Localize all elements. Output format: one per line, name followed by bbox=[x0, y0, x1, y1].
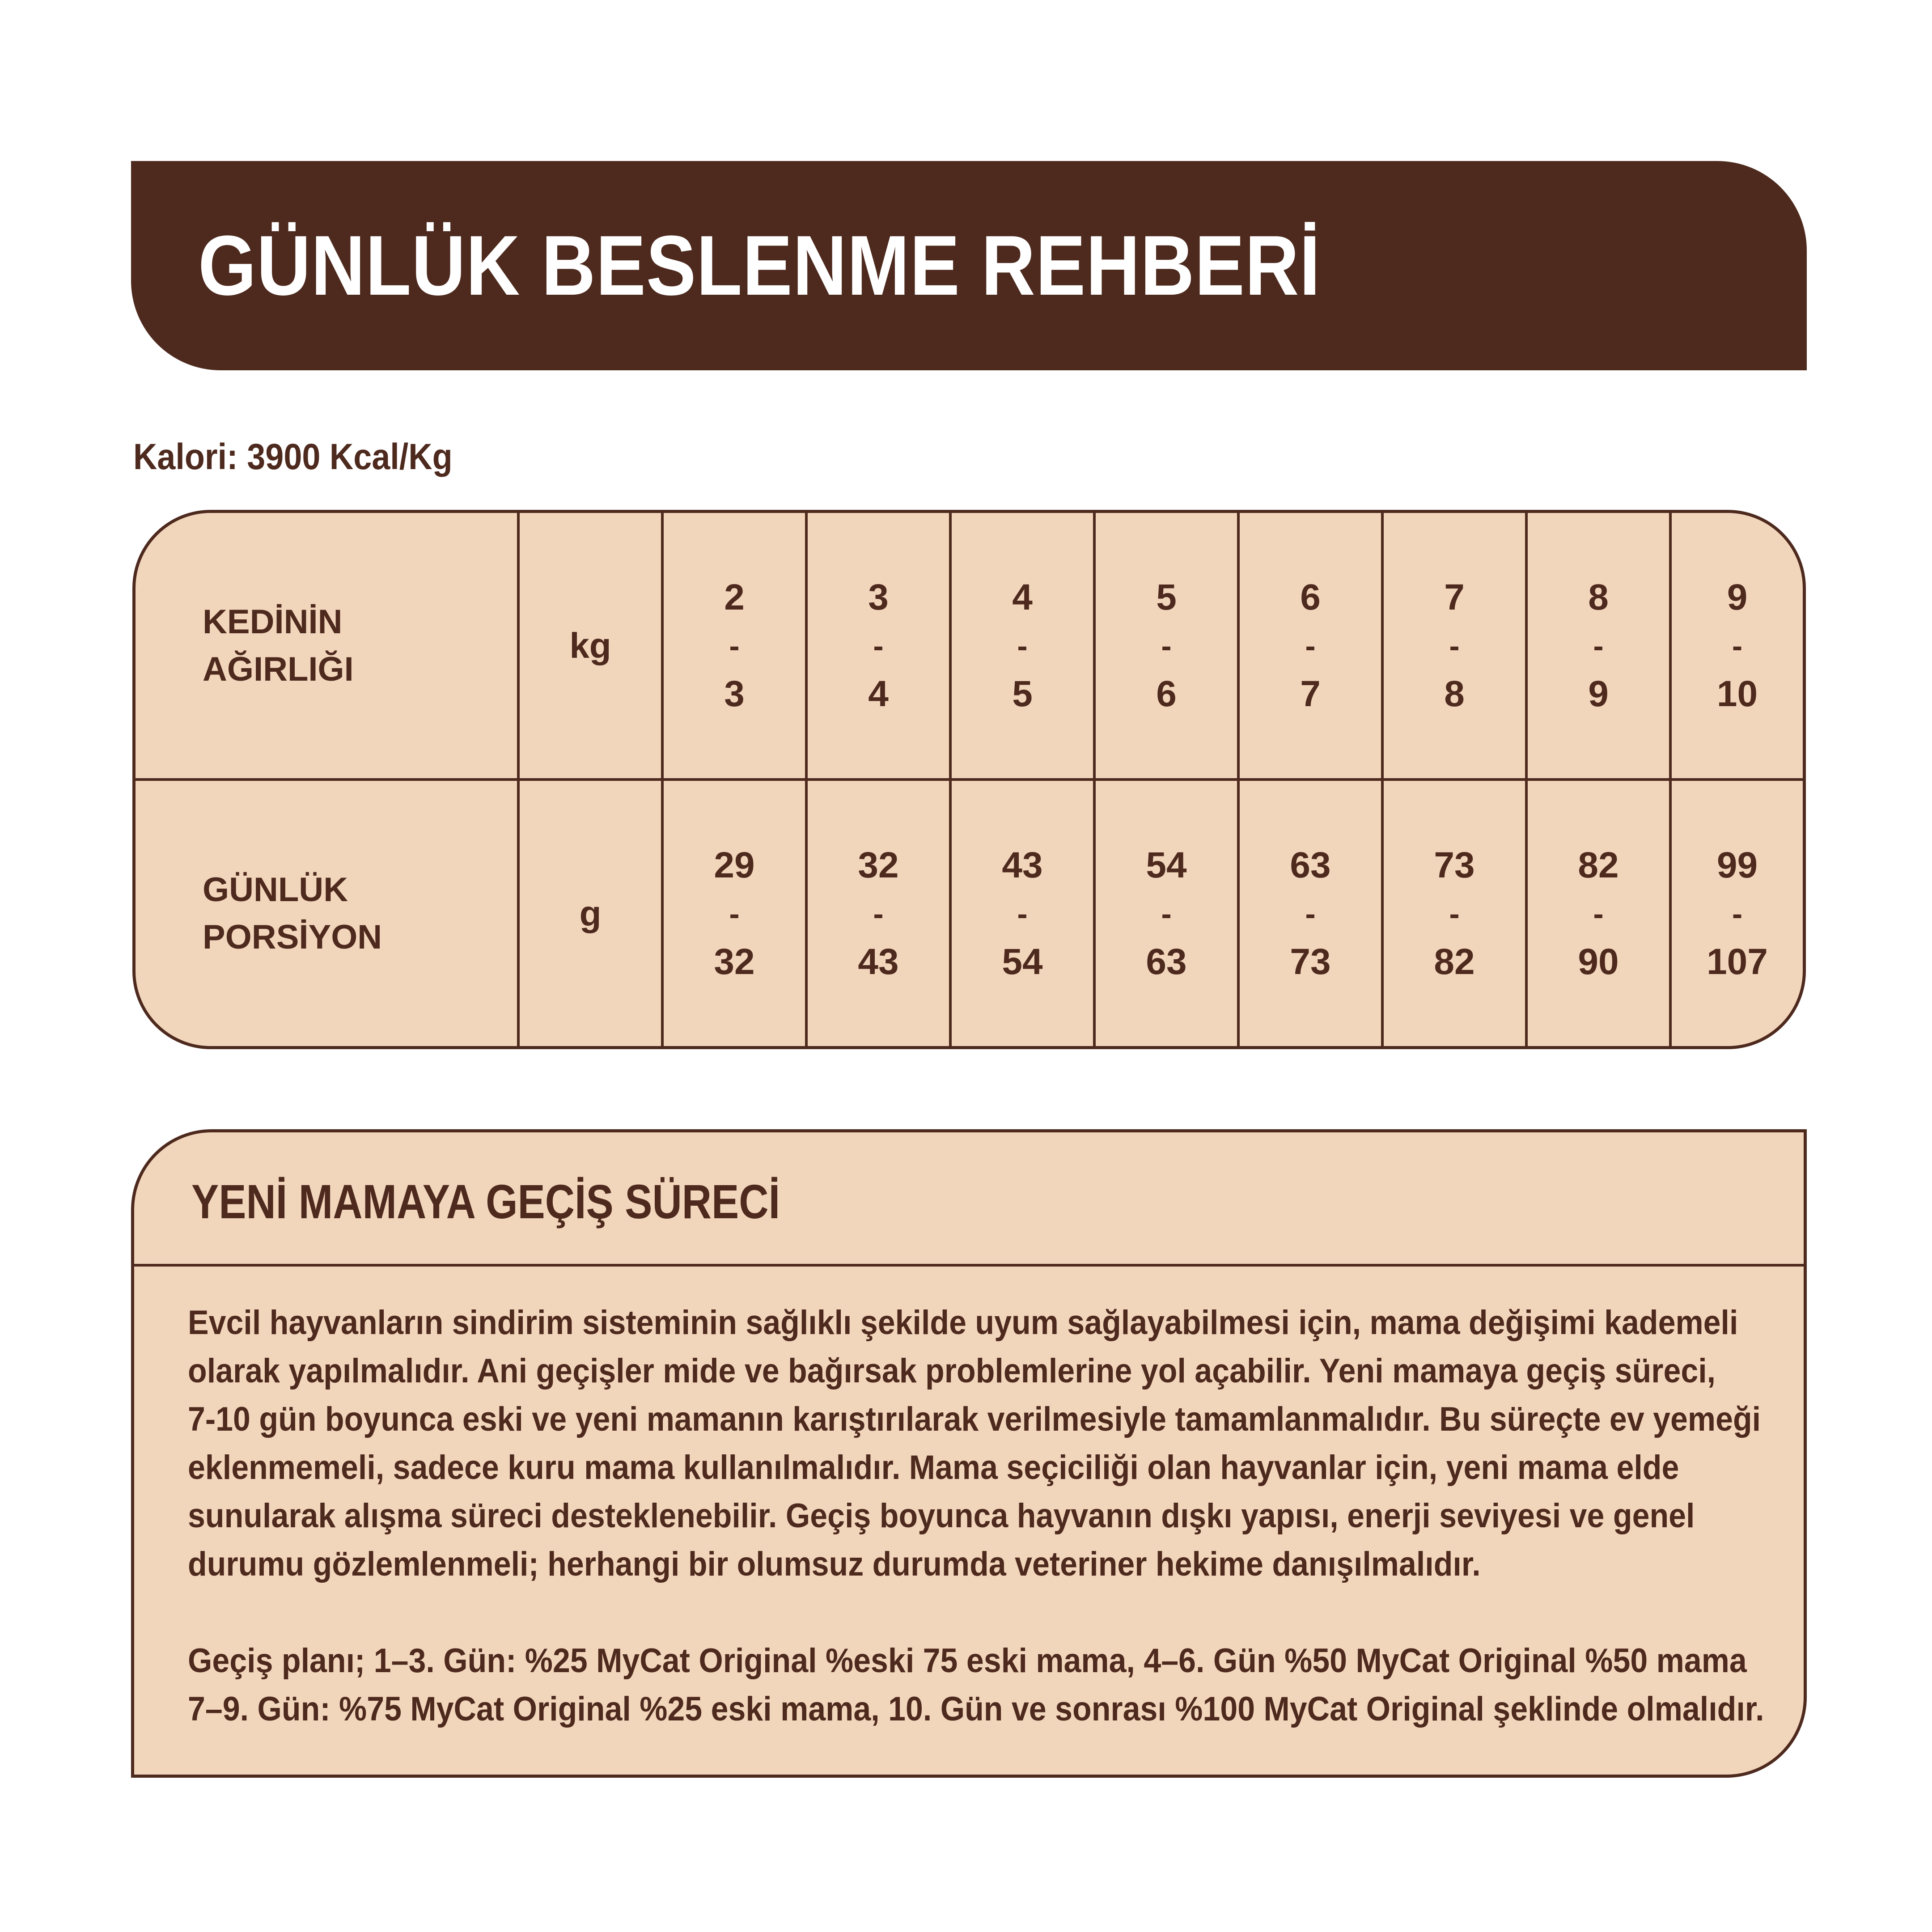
weight-range-cell: 2 - 3 bbox=[662, 513, 806, 780]
portion-label-line1: GÜNLÜK bbox=[203, 870, 348, 909]
weight-range-cell: 8 - 9 bbox=[1526, 513, 1670, 780]
feeding-table bbox=[132, 510, 1806, 1049]
transition-section bbox=[131, 1129, 1807, 1778]
portion-unit: g bbox=[518, 780, 662, 1046]
portion-range-cell: 73 - 82 bbox=[1382, 780, 1526, 1046]
portion-range-cell: 43 - 54 bbox=[950, 780, 1094, 1046]
weight-row bbox=[136, 513, 1803, 780]
weight-range-cell: 9 - 10 bbox=[1670, 513, 1803, 780]
transition-plan bbox=[188, 1637, 1771, 1733]
body-line: durumu gözlemlenmeli; herhangi bir olumsuz durumda veteriner hekime danışılmalıdır. bbox=[188, 1545, 1481, 1583]
weight-range-cell: 5 - 6 bbox=[1094, 513, 1238, 780]
portion-row bbox=[136, 780, 1803, 1046]
portion-range-cell: 99 - 107 bbox=[1707, 844, 1768, 982]
body-line: 7-10 gün boyunca eski ve yeni mamanın karıştırılarak verilmesiyle tamamlanmalıdır. Bu süreçte ev yemeği bbox=[188, 1400, 1761, 1438]
body-line: sunularak alışma süreci desteklenebilir. Geçiş boyunca hayvanın dışkı yapısı, enerji seviyesi ve genel bbox=[188, 1497, 1695, 1535]
weight-range-cell: 3 - 4 bbox=[806, 513, 950, 780]
transition-title: YENİ MAMAYA GEÇİŞ SÜRECİ bbox=[191, 1174, 780, 1229]
portion-range-cell: 63 - 73 bbox=[1238, 780, 1382, 1046]
transition-header bbox=[134, 1132, 1804, 1267]
calorie-label: Kalori: 3900 Kcal/Kg bbox=[133, 436, 453, 477]
body-line: Evcil hayvanların sindirim sisteminin sağlıklı şekilde uyum sağlayabilmesi için, mama değişimi kademeli bbox=[188, 1304, 1738, 1342]
portion-label-line2: PORSİYON bbox=[203, 918, 382, 956]
plan-line: 7–9. Gün: %75 MyCat Original %25 eski mama, 10. Gün ve sonrası %100 MyCat Original şeklinde olmalıdır. bbox=[188, 1690, 1764, 1728]
weight-range-cell: 6 - 7 bbox=[1238, 513, 1382, 780]
transition-paragraph bbox=[188, 1299, 1771, 1589]
weight-range-cell: 7 - 8 bbox=[1382, 513, 1526, 780]
weight-label-line2: AĞIRLIĞI bbox=[203, 650, 354, 688]
page-title: GÜNLÜK BESLENME REHBERİ bbox=[198, 218, 1321, 313]
weight-range-cell: 4 - 5 bbox=[950, 513, 1094, 780]
portion-range-cell: 54 - 63 bbox=[1094, 780, 1238, 1046]
plan-line: Geçiş planı; 1–3. Gün: %25 MyCat Original %eski 75 eski mama, 4–6. Gün %50 MyCat Original %50 mama bbox=[188, 1642, 1747, 1680]
portion-range-cell: 29 - 32 bbox=[662, 780, 806, 1046]
portion-range-cell: 82 - 90 bbox=[1526, 780, 1670, 1046]
body-line: eklenmemeli, sadece kuru mama kullanılmalıdır. Mama seçiciliği olan hayvanlar için, yeni mama elde bbox=[188, 1449, 1679, 1487]
feeding-table-grid bbox=[136, 513, 1803, 1046]
header-banner bbox=[131, 161, 1807, 370]
transition-body bbox=[188, 1299, 1771, 1733]
weight-row-label bbox=[136, 513, 518, 780]
portion-range-cell: 32 - 43 bbox=[806, 780, 950, 1046]
body-line: olarak yapılmalıdır. Ani geçişler mide ve bağırsak problemlerine yol açabilir. Yeni mamaya geçiş süreci, bbox=[188, 1352, 1716, 1390]
weight-label-line1: KEDİNİN bbox=[203, 602, 343, 641]
portion-row-label bbox=[136, 780, 518, 1046]
weight-unit: kg bbox=[518, 513, 662, 780]
